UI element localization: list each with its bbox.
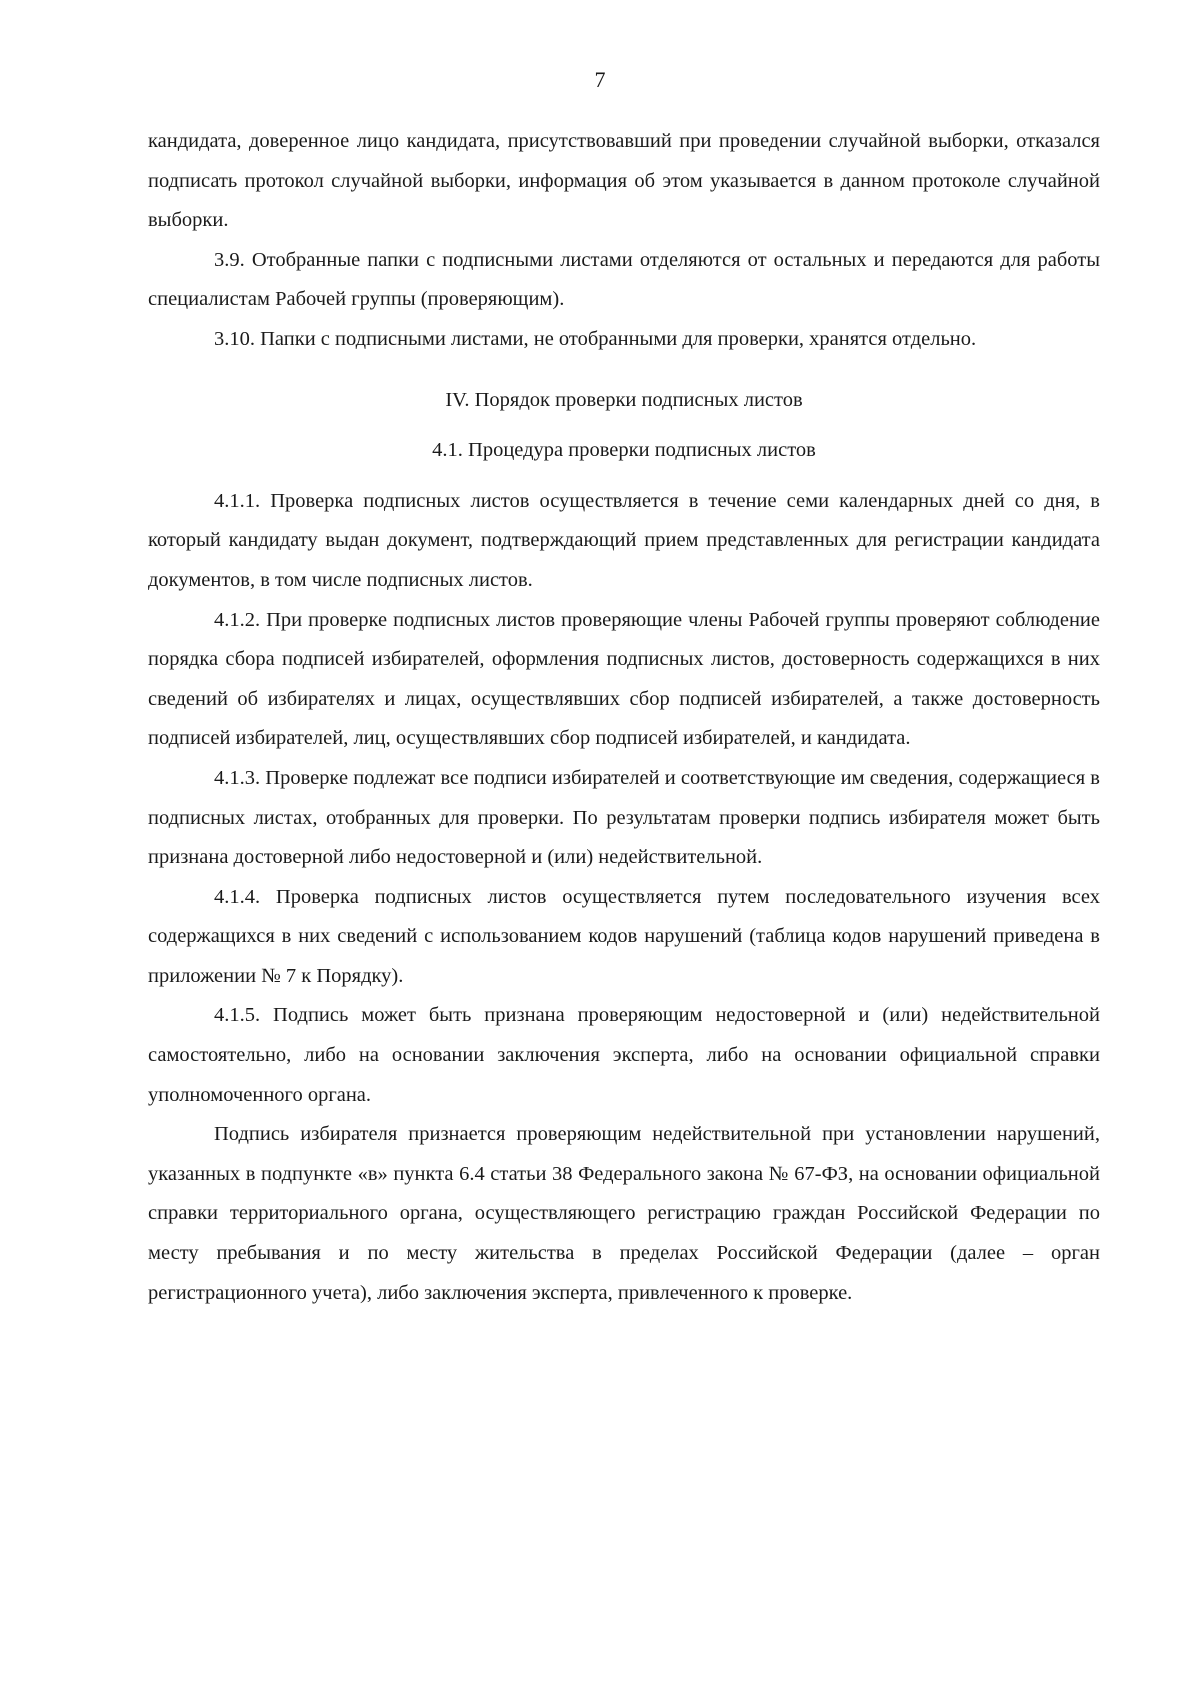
document-body bbox=[148, 122, 1100, 1313]
section-heading: IV. Порядок проверки подписных листов bbox=[445, 388, 803, 411]
paragraph-4-1-2: 4.1.2. При проверке подписных листов проверяющие члены Рабочей группы проверяют соблюдение порядка сбора подписей избирателей, оформления подписных листов, достоверность содержащихся в них сведений об избирателях и лицах, осуществлявших сбор подписей избирателей, а также достоверность подписей избирателей, лиц, осуществлявших сбор подписей избирателей, и кандидата. bbox=[148, 608, 1100, 750]
paragraph-3-9: 3.9. Отобранные папки с подписными листами отделяются от остальных и передаются для работы специалистам Рабочей группы (проверяющим). bbox=[148, 248, 1100, 311]
paragraph-4-1-4: 4.1.4. Проверка подписных листов осуществляется путем последовательного изучения всех содержащихся в них сведений с использованием кодов нарушений (таблица кодов нарушений приведена в приложении № 7 к Порядку). bbox=[148, 885, 1100, 987]
paragraph-4-1-5: 4.1.5. Подпись может быть признана проверяющим недостоверной и (или) недействительной самостоятельно, либо на основании заключения эксперта, либо на основании официальной справки уполномоченного органа. bbox=[148, 1004, 1100, 1106]
paragraph-4-1-3: 4.1.3. Проверке подлежат все подписи избирателей и соответствующие им сведения, содержащиеся в подписных листах, отобранных для проверки. По результатам проверки подпись избирателя может быть признана достоверной либо недостоверной и (или) недействительной. bbox=[148, 766, 1100, 869]
paragraph-4-1-1: 4.1.1. Проверка подписных листов осуществляется в течение семи календарных дней со дня, в который кандидату выдан документ, подтверждающий прием представленных для регистрации кандидата документов, в том числе подписных листов. bbox=[148, 489, 1100, 591]
paragraph-signature-invalid: Подпись избирателя признается проверяющим недействительной при установлении нарушений, указанных в подпункте «в» пункта 6.4 статьи 38 Федерального закона № 67-ФЗ, на основании официальной справки территориального органа, осуществляющего регистрацию граждан Российской Федерации по месту пребывания и по месту жительства в пределах Российской Федерации (далее – орган регистрационного учета), либо заключения эксперта, привлеченного к проверке. bbox=[148, 1123, 1100, 1304]
page-number: 7 bbox=[594, 67, 606, 92]
paragraph-continuation: кандидата, доверенное лицо кандидата, присутствовавший при проведении случайной выборки, отказался подписать протокол случайной выборки, информация об этом указывается в данном протоколе случайной выборки. bbox=[148, 130, 1100, 232]
paragraph-3-10: 3.10. Папки с подписными листами, не отобранными для проверки, хранятся отдельно. bbox=[214, 327, 977, 350]
subsection-heading: 4.1. Процедура проверки подписных листов bbox=[432, 439, 816, 462]
